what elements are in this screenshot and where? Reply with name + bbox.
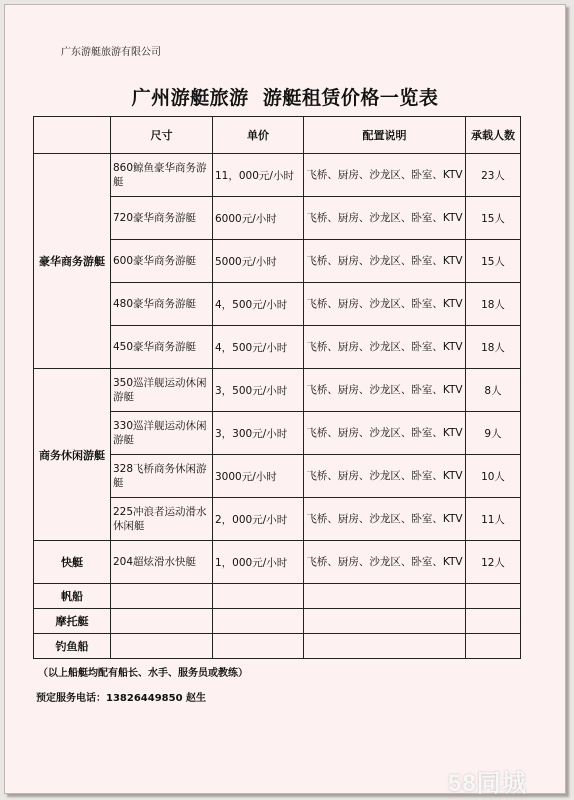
- category-luxury: 豪华商务游艇: [34, 154, 111, 369]
- capacity-cell: 12人: [466, 541, 521, 584]
- booking-phone: 预定服务电话：13826449850 赵生: [36, 693, 207, 704]
- empty-cell: [304, 634, 466, 659]
- config-cell: 飞桥、厨房、沙龙区、卧室、KTV: [304, 412, 466, 455]
- page-title: 广州游艇旅游 游艇租赁价格一览表: [131, 87, 439, 109]
- empty-cell: [111, 609, 213, 634]
- price-cell: 4，500元/小时: [213, 283, 304, 326]
- table-row: [34, 369, 521, 412]
- footnote: （以上船艇均配有船长、水手、服务员或教练）: [38, 668, 248, 679]
- capacity-cell: 11人: [466, 498, 521, 541]
- price-cell: 6000元/小时: [213, 197, 304, 240]
- empty-cell: [213, 584, 304, 609]
- empty-cell: [213, 609, 304, 634]
- empty-cell: [466, 634, 521, 659]
- capacity-cell: 10人: [466, 455, 521, 498]
- header-size: 尺寸: [111, 117, 213, 154]
- price-cell: 1，000元/小时: [213, 541, 304, 584]
- size-cell: 450豪华商务游艇: [111, 326, 213, 369]
- capacity-cell: 18人: [466, 283, 521, 326]
- table-row: [34, 541, 521, 584]
- config-cell: 飞桥、厨房、沙龙区、卧室、KTV: [304, 326, 466, 369]
- empty-cell: [111, 634, 213, 659]
- category-speedboat: 快艇: [34, 541, 111, 584]
- price-cell: 11，000元/小时: [213, 154, 304, 197]
- price-cell: 3，500元/小时: [213, 369, 304, 412]
- capacity-cell: 23人: [466, 154, 521, 197]
- price-cell: 3000元/小时: [213, 455, 304, 498]
- header-capacity: 承载人数: [466, 117, 521, 154]
- table-header-row: [34, 117, 521, 154]
- size-cell: 860鲸鱼豪华商务游艇: [111, 154, 213, 197]
- size-cell: 330巡洋舰运动休闲游艇: [111, 412, 213, 455]
- config-cell: 飞桥、厨房、沙龙区、卧室、KTV: [304, 283, 466, 326]
- empty-cell: [466, 584, 521, 609]
- table-row-empty: [34, 634, 521, 659]
- empty-cell: [111, 584, 213, 609]
- capacity-cell: 8人: [466, 369, 521, 412]
- empty-cell: [466, 609, 521, 634]
- empty-cell: [213, 634, 304, 659]
- size-cell: 720豪华商务游艇: [111, 197, 213, 240]
- capacity-cell: 15人: [466, 197, 521, 240]
- empty-cell: [304, 584, 466, 609]
- table-row-empty: [34, 584, 521, 609]
- category-sailboat: 帆船: [34, 584, 111, 609]
- category-fishing: 钓鱼船: [34, 634, 111, 659]
- size-cell: 225冲浪者运动滑水休闲艇: [111, 498, 213, 541]
- category-business: 商务休闲游艇: [34, 369, 111, 541]
- capacity-cell: 15人: [466, 240, 521, 283]
- price-cell: 3，300元/小时: [213, 412, 304, 455]
- config-cell: 飞桥、厨房、沙龙区、卧室、KTV: [304, 498, 466, 541]
- empty-cell: [304, 609, 466, 634]
- capacity-cell: 9人: [466, 412, 521, 455]
- header-config: 配置说明: [304, 117, 466, 154]
- watermark-logo: 58同城: [448, 770, 527, 797]
- category-motorboat: 摩托艇: [34, 609, 111, 634]
- capacity-cell: 18人: [466, 326, 521, 369]
- table-row: [34, 154, 521, 197]
- config-cell: 飞桥、厨房、沙龙区、卧室、KTV: [304, 197, 466, 240]
- price-table: [33, 116, 521, 659]
- size-cell: 204超炫滑水快艇: [111, 541, 213, 584]
- company-name: 广东游艇旅游有限公司: [61, 47, 161, 58]
- size-cell: 350巡洋舰运动休闲游艇: [111, 369, 213, 412]
- config-cell: 飞桥、厨房、沙龙区、卧室、KTV: [304, 154, 466, 197]
- config-cell: 飞桥、厨房、沙龙区、卧室、KTV: [304, 369, 466, 412]
- config-cell: 飞桥、厨房、沙龙区、卧室、KTV: [304, 240, 466, 283]
- header-category: [34, 117, 111, 154]
- price-cell: 2，000元/小时: [213, 498, 304, 541]
- size-cell: 480豪华商务游艇: [111, 283, 213, 326]
- config-cell: 飞桥、厨房、沙龙区、卧室、KTV: [304, 541, 466, 584]
- price-cell: 5000元/小时: [213, 240, 304, 283]
- config-cell: 飞桥、厨房、沙龙区、卧室、KTV: [304, 455, 466, 498]
- size-cell: 328飞桥商务休闲游艇: [111, 455, 213, 498]
- table-row-empty: [34, 609, 521, 634]
- price-cell: 4，500元/小时: [213, 326, 304, 369]
- size-cell: 600豪华商务游艇: [111, 240, 213, 283]
- header-price: 单价: [213, 117, 304, 154]
